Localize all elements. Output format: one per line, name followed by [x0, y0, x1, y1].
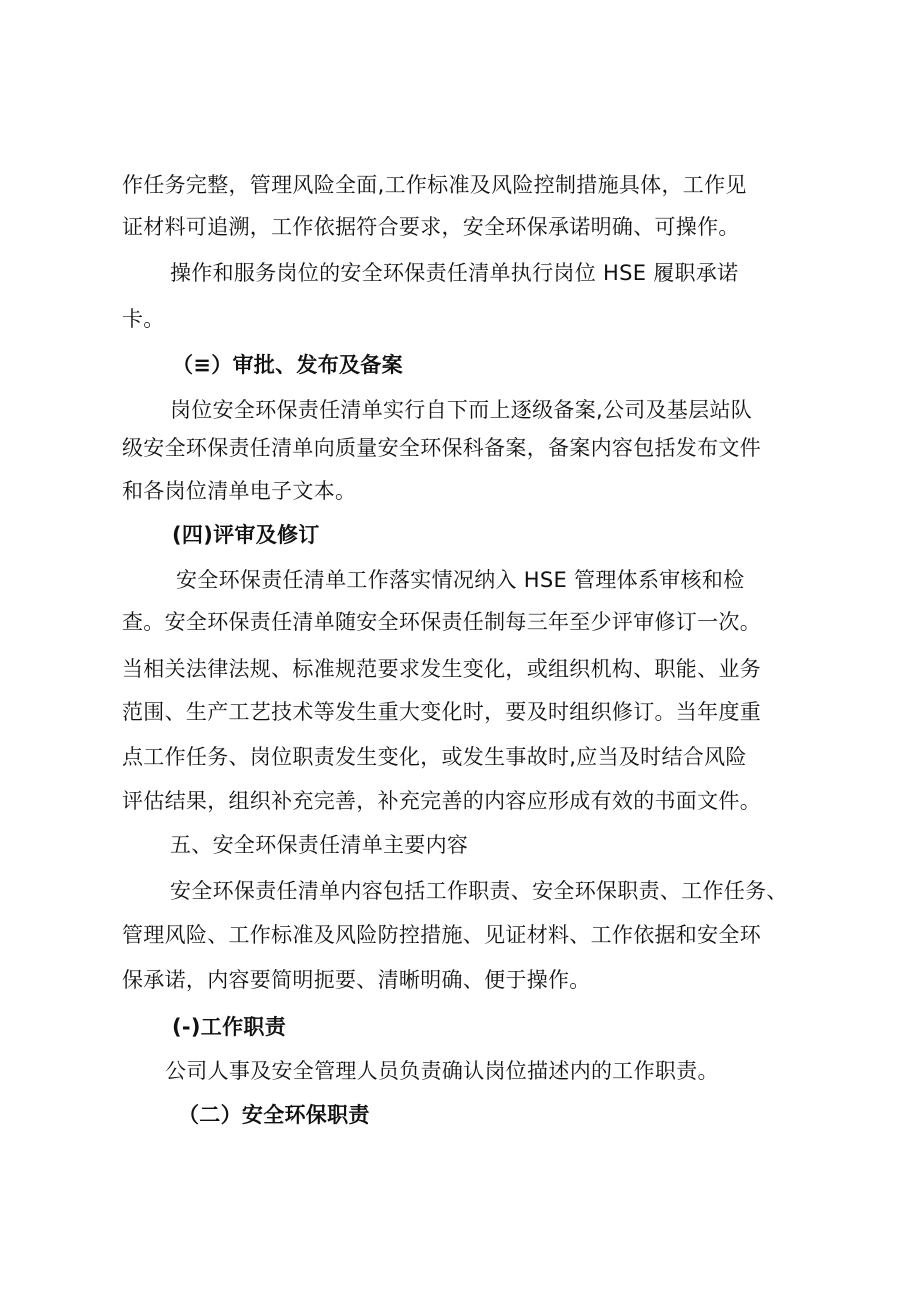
paragraph-line: 公司人事及安全管理人员负责确认岗位描述内的工作职责。: [165, 1059, 719, 1083]
paragraph-line: 作任务完整，管理风险全面,工作标准及风险控制措施具体，工作见: [122, 173, 747, 197]
section-heading: (四)评审及修订: [172, 523, 320, 547]
paragraph-line: 安全环保责任清单内容包括工作职责、安全环保职责、工作任务、: [170, 879, 788, 903]
paragraph-line: 操作和服务岗位的安全环保责任清单执行岗位 HSE 履职承诺: [170, 261, 739, 285]
paragraph-line: 证材料可追溯，工作依据符合要求，安全环保承诺明确、可操作。: [122, 215, 740, 239]
paragraph-line: 当相关法律法规、标准规范要求发生变化，或组织机构、职能、业务: [122, 657, 761, 681]
paragraph-line: 卡。: [122, 307, 165, 331]
section-heading: （二）安全环保职责: [178, 1103, 370, 1127]
paragraph-line: 安全环保责任清单工作落实情况纳入 HSE 管理体系审核和检: [176, 568, 745, 592]
paragraph-line: 查。安全环保责任清单随安全环保责任制每三年至少评审修订一次。: [122, 610, 761, 634]
paragraph-line: 保承诺，内容要简明扼要、清晰明确、便于操作。: [122, 968, 591, 992]
section-title: 五、安全环保责任清单主要内容: [170, 833, 469, 857]
paragraph-line: 岗位安全环保责任清单实行自下而上逐级备案,公司及基层站队: [170, 398, 753, 422]
paragraph-line: 和各岗位清单电子文本。: [122, 479, 357, 503]
paragraph-line: 点工作任务、岗位职责发生变化，或发生事故时,应当及时结合风险: [122, 745, 747, 769]
paragraph-line: 范围、生产工艺技术等发生重大变化时，要及时组织修订。当年度重: [122, 700, 761, 724]
paragraph-line: 管理风险、工作标准及风险防控措施、见证材料、工作依据和安全环: [122, 923, 761, 947]
paragraph-line: 级安全环保责任清单向质量安全环保科备案，备案内容包括发布文件: [122, 436, 761, 460]
section-heading: (-)工作职责: [172, 1015, 287, 1039]
paragraph-line: 评估结果，组织补充完善，补充完善的内容应形成有效的书面文件。: [122, 789, 761, 813]
section-heading: （≡）审批、发布及备案: [172, 353, 403, 377]
